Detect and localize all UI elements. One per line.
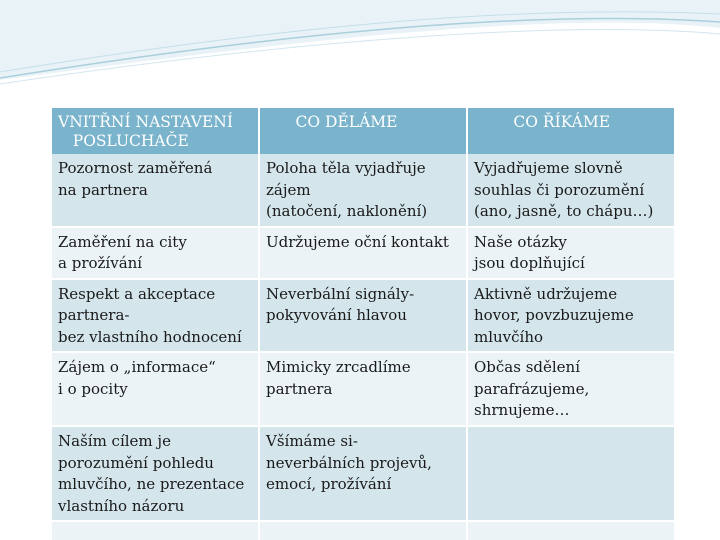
- header-cell-what-we-do: [259, 108, 467, 154]
- cell-text: Naším cílem je: [58, 432, 171, 450]
- table-cell: [259, 227, 467, 279]
- cell-text: mluvčího: [474, 327, 544, 346]
- header-text: VNITŘNÍ NASTAVENÍ: [58, 113, 233, 131]
- cell-text: zájem: [266, 180, 311, 199]
- cell-text: partnera: [266, 379, 333, 398]
- cell-text: bez vlastního hodnocení: [58, 327, 242, 346]
- cell-text: (natočení, naklonění): [266, 202, 428, 220]
- table-cell-empty: [259, 521, 467, 540]
- cell-text: partnera-: [58, 306, 130, 324]
- cell-text: Naše otázky: [474, 232, 567, 251]
- table-row: [52, 227, 674, 279]
- header-text: CO ŘÍKÁME: [474, 113, 611, 131]
- table-row: [52, 426, 674, 521]
- table-cell: [259, 352, 467, 426]
- header-text: CO DĚLÁME: [266, 113, 398, 131]
- header-row: [52, 108, 674, 154]
- cell-text: Aktivně udržujeme: [474, 284, 618, 303]
- table-cell: [467, 352, 674, 426]
- cell-text: a prožívání: [58, 254, 143, 272]
- table-row: [52, 352, 674, 426]
- cell-text: Neverbální signály-: [266, 284, 415, 303]
- cell-text: Zájem o „informace“: [58, 358, 216, 376]
- cell-text: na partnera: [58, 180, 148, 199]
- cell-text: vlastního názoru: [58, 496, 185, 515]
- cell-text: (ano, jasně, to chápu…): [474, 202, 654, 220]
- table-cell: [52, 426, 259, 521]
- cell-text: Zaměření na city: [58, 232, 187, 251]
- table-row: [52, 154, 674, 227]
- listening-table: [52, 108, 674, 540]
- cell-text: neverbálních projevů,: [266, 453, 432, 472]
- table-cell: [467, 279, 674, 353]
- table-cell: [52, 227, 259, 279]
- cell-text: Vyjadřujeme slovně: [474, 159, 623, 177]
- cell-text: Pozornost zaměřená: [58, 159, 213, 177]
- table-cell: [259, 154, 467, 227]
- cell-text: pokyvování hlavou: [266, 306, 407, 324]
- header-cell-inner-setting: [52, 108, 259, 154]
- header-text: POSLUCHAČE: [58, 132, 189, 150]
- cell-text: mluvčího, ne prezentace: [58, 475, 245, 493]
- table-cell: [52, 352, 259, 426]
- cell-text: parafrázujeme,: [474, 379, 590, 398]
- cell-text: souhlas či porozumění: [474, 180, 645, 199]
- table-cell-empty: [467, 521, 674, 540]
- cell-text: Poloha těla vyjadřuje: [266, 159, 426, 177]
- cell-text: emocí, prožívání: [266, 475, 392, 493]
- table-row-empty: [52, 521, 674, 540]
- cell-text: Občas sdělení: [474, 358, 581, 376]
- cell-text: shrnujeme…: [474, 401, 570, 419]
- table-cell: [52, 154, 259, 227]
- table-cell: [467, 227, 674, 279]
- header-cell-what-we-say: [467, 108, 674, 154]
- cell-text: Respekt a akceptace: [58, 284, 216, 303]
- cell-text: jsou doplňující: [474, 254, 585, 272]
- table-cell-empty: [467, 426, 674, 521]
- table-cell-empty: [52, 521, 259, 540]
- table-cell: [52, 279, 259, 353]
- table-cell: [467, 154, 674, 227]
- table-cell: [259, 426, 467, 521]
- table-cell: [259, 279, 467, 353]
- cell-text: Udržujeme oční kontakt: [266, 232, 449, 251]
- cell-text: i o pocity: [58, 379, 128, 398]
- cell-text: Mimicky zrcadlíme: [266, 358, 411, 376]
- table-row: [52, 279, 674, 353]
- header-swoosh-decoration: [0, 0, 720, 90]
- cell-text: hovor, povzbuzujeme: [474, 306, 634, 324]
- cell-text: Všímáme si-: [266, 432, 358, 450]
- cell-text: porozumění pohledu: [58, 453, 214, 472]
